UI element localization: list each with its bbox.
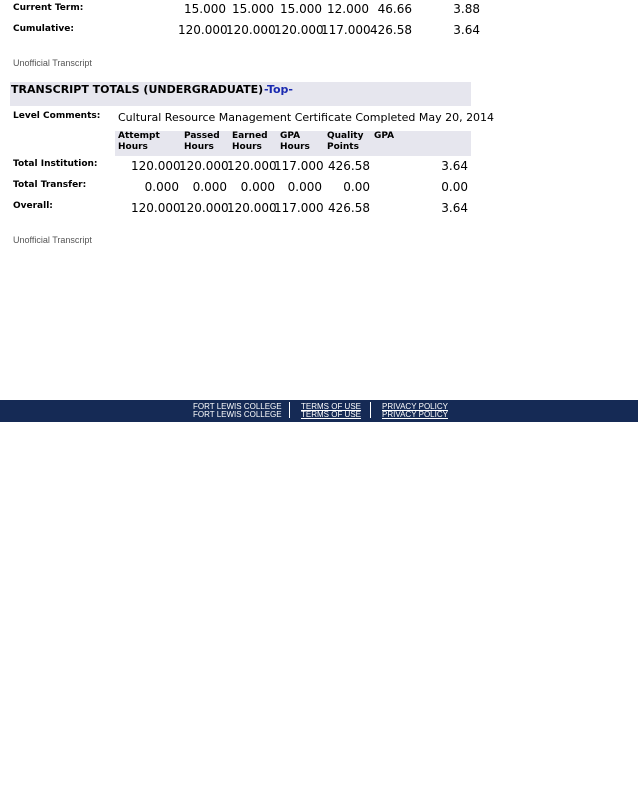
quality-points: 426.58 — [328, 159, 370, 173]
gpa-value: 3.88 — [453, 2, 480, 16]
passed-hours: 120.000 — [179, 159, 229, 173]
col-attempt-hours — [118, 131, 160, 153]
quality-points: 426.58 — [370, 23, 412, 37]
gpa-hours: 117.000 — [321, 23, 371, 37]
gpa-hours: 0.000 — [287, 180, 322, 194]
earned-hours: 120.000 — [227, 159, 277, 173]
gpa-value: 3.64 — [441, 159, 468, 173]
earned-hours: 120.000 — [274, 23, 324, 37]
col-line1: Attempt — [118, 131, 160, 141]
col-gpa-hours — [280, 131, 310, 153]
col-quality-points — [327, 131, 363, 153]
attempt-hours: 120.000 — [131, 159, 181, 173]
col-line2: Hours — [184, 142, 214, 152]
col-line2: Points — [327, 142, 359, 152]
row-label: Current Term: — [13, 3, 84, 13]
col-line1: Quality — [327, 131, 364, 141]
row-label: Total Transfer: — [13, 180, 87, 190]
row-label: Total Institution: — [13, 159, 98, 169]
unofficial-transcript-note: Unofficial Transcript — [13, 58, 92, 68]
footer-divider — [289, 402, 290, 418]
unofficial-transcript-note: Unofficial Transcript — [13, 235, 92, 245]
terms-of-use-link[interactable]: TERMS OF USE — [301, 410, 362, 419]
col-line1: GPA — [374, 131, 395, 141]
col-line1: Passed — [184, 131, 220, 141]
col-line2: Hours — [118, 142, 148, 152]
col-line2: Hours — [280, 142, 310, 152]
privacy-policy-link[interactable]: PRIVACY POLICY — [382, 410, 448, 419]
quality-points: 426.58 — [328, 201, 370, 215]
passed-hours: 0.000 — [192, 180, 227, 194]
totals-title: TRANSCRIPT TOTALS (UNDERGRADUATE) — [11, 83, 264, 96]
col-earned-hours — [232, 131, 268, 153]
gpa-hours: 117.000 — [274, 159, 324, 173]
row-label: Overall: — [13, 201, 53, 211]
level-comments-label: Level Comments: — [13, 111, 101, 121]
gpa-hours: 117.000 — [274, 201, 324, 215]
gpa-value: 3.64 — [441, 201, 468, 215]
gpa-value: 3.64 — [453, 23, 480, 37]
footer-college-name: FORT LEWIS COLLEGE — [193, 410, 282, 419]
earned-hours: 120.000 — [227, 201, 277, 215]
footer-college-name: FORT LEWIS COLLEGE — [193, 402, 282, 411]
passed-hours: 120.000 — [179, 201, 229, 215]
privacy-policy-link[interactable]: PRIVACY POLICY — [382, 402, 448, 411]
footer-divider — [370, 402, 371, 418]
passed-hours: 15.000 — [232, 2, 274, 16]
terms-of-use-link[interactable]: TERMS OF USE — [301, 402, 362, 411]
level-comments-text: Cultural Resource Management Certificate Completed May 20, 2014 — [118, 111, 495, 124]
earned-hours: 0.000 — [240, 180, 275, 194]
col-gpa — [374, 131, 394, 142]
passed-hours: 120.000 — [226, 23, 276, 37]
col-line1: Earned — [232, 131, 268, 141]
col-passed-hours — [184, 131, 220, 153]
gpa-value: 0.00 — [441, 180, 468, 194]
col-line2: Hours — [232, 142, 262, 152]
col-line1: GPA — [280, 131, 301, 141]
attempt-hours: 15.000 — [184, 2, 226, 16]
row-label: Cumulative: — [13, 24, 74, 34]
gpa-hours: 12.000 — [327, 2, 369, 16]
top-link[interactable]: -Top- — [264, 83, 293, 96]
attempt-hours: 0.000 — [144, 180, 179, 194]
earned-hours: 15.000 — [280, 2, 322, 16]
attempt-hours: 120.000 — [178, 23, 228, 37]
quality-points: 46.66 — [377, 2, 412, 16]
quality-points: 0.00 — [343, 180, 370, 194]
attempt-hours: 120.000 — [131, 201, 181, 215]
